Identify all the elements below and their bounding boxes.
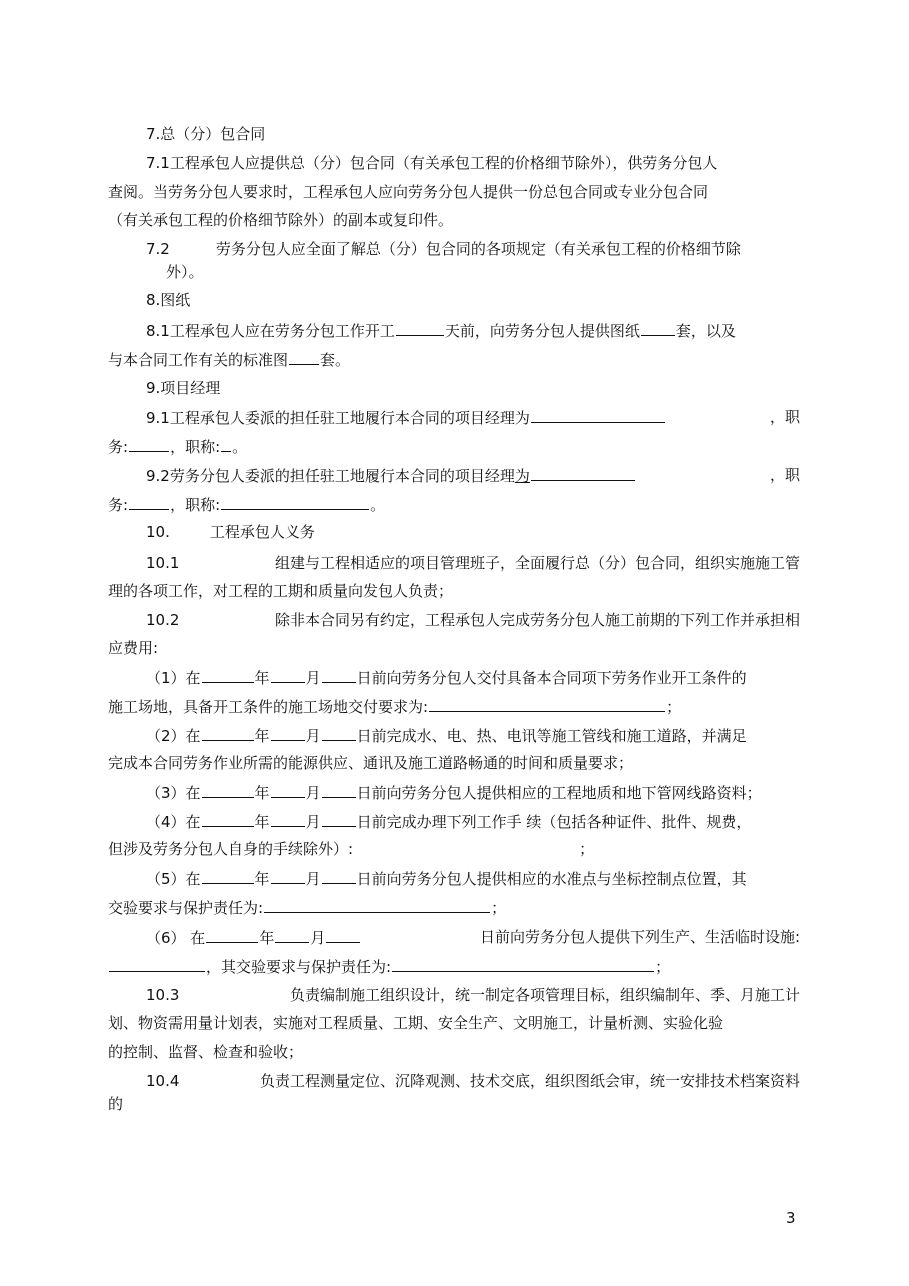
clause-7-2-line2: 外）。 xyxy=(166,263,204,281)
labor-manager-title-blank[interactable] xyxy=(221,494,369,510)
labor-manager-position-blank[interactable] xyxy=(129,494,169,510)
clause-7-1-line1: 7.1工程承包人应提供总（分）包合同（有关承包工程的价格细节除外），供劳务分包人 xyxy=(146,154,718,172)
section-8-heading: 8.图纸 xyxy=(146,291,191,309)
clause-10-4-line1: 10.4 负责工程测量定位、沉降观测、技术交底，组织图纸会审，统一安排技术档案资料 xyxy=(146,1072,800,1090)
item-5-line2: 交验要求与保护责任为: ； xyxy=(108,899,507,917)
item-3-month-blank[interactable] xyxy=(271,782,305,798)
section-9-heading: 9.项目经理 xyxy=(146,379,221,397)
clause-10-4-line2: 的 xyxy=(108,1095,124,1113)
section-7-heading: 7.总（分）包合同 xyxy=(146,125,266,143)
item-2-year-blank[interactable] xyxy=(202,725,254,741)
contractor-manager-position-blank[interactable] xyxy=(129,436,169,452)
item-6-line2: ，其交验要求与保护责任为: ； xyxy=(108,956,800,977)
clause-8-1-line1: 8.1工程承包人应在劳务分包工作开工 天前，向劳务分包人提供图纸 套，以及 xyxy=(146,322,736,340)
clause-10-1-line1: 10.1 组建与工程相适应的项目管理班子，全面履行总（分）包合同，组织实施施工管 xyxy=(146,554,800,572)
clause-10-3-line1: 10.3 负责编制施工组织设计，统一制定各项管理目标，组织编制年、季、月施工计 xyxy=(146,986,800,1004)
clause-7-2-number: 7.2 xyxy=(146,240,170,258)
item-1-month-blank[interactable] xyxy=(271,667,305,683)
contractor-manager-name-blank[interactable] xyxy=(531,407,665,423)
item-1-year-blank[interactable] xyxy=(202,667,254,683)
item-4-line2: 但涉及劳务分包人自身的手续除外）: ； xyxy=(108,840,595,858)
item-3-line1: （3）在 年 月 日前向劳务分包人提供相应的工程地质和地下管网线路资料； xyxy=(146,784,762,802)
clause-10-3-line3: 的控制、监督、检查和验收； xyxy=(108,1043,304,1061)
item-2-month-blank[interactable] xyxy=(271,725,305,741)
clause-7-1-line3: （有关承包工程的价格细节除外）的副本或复印件。 xyxy=(108,211,454,229)
contractor-manager-title-blank[interactable] xyxy=(221,436,231,452)
clause-10-1-line2: 理的各项工作，对工程的工期和质量向发包人负责； xyxy=(108,582,454,600)
clause-10-2-line2: 应费用: xyxy=(108,639,159,657)
clause-9-2-line1: 9.2劳务分包人委派的担任驻工地履行本合同的项目经理为 ，职 xyxy=(146,466,800,485)
item-6-requirements-blank[interactable] xyxy=(392,956,654,972)
item-6-line1: （6） 在 年 月 日前向劳务分包人提供下列生产、生活临时设施: xyxy=(146,928,800,947)
item-1-line2: 施工场地，具备开工条件的施工场地交付要求为: ； xyxy=(108,698,682,716)
item-4-line1: （4）在 年 月 日前完成办理下列工作手 续（包括各种证件、批件、规费， xyxy=(146,813,752,831)
clause-10-3-line2: 划、物资需用量计划表，实施对工程质量、工期、安全生产、文明施工，计量析测、实验化验 xyxy=(108,1014,724,1032)
item-5-month-blank[interactable] xyxy=(271,868,305,884)
page-number: 3 xyxy=(786,1209,796,1227)
item-1-requirements-blank[interactable] xyxy=(429,696,665,712)
labor-manager-name-blank[interactable] xyxy=(531,465,635,481)
item-1-line1: （1）在 年 月 日前向劳务分包人交付具备本合同项下劳务作业开工条件的 xyxy=(146,669,747,687)
item-5-day-blank[interactable] xyxy=(322,868,356,884)
item-5-line1: （5）在 年 月 日前向劳务分包人提供相应的水准点与坐标控制点位置，其 xyxy=(146,870,747,888)
item-3-day-blank[interactable] xyxy=(322,782,356,798)
days-blank[interactable] xyxy=(396,320,444,336)
item-2-line1: （2）在 年 月 日前完成水、电、热、电讯等施工管线和施工道路，并满足 xyxy=(146,727,747,745)
item-6-facilities-blank[interactable] xyxy=(109,956,205,972)
item-2-line2: 完成本合同劳务作业所需的能源供应、通讯及施工道路畅通的时间和质量要求； xyxy=(108,754,634,772)
clause-9-1-line1: 9.1工程承包人委派的担任驻工地履行本合同的项目经理为 ，职 xyxy=(146,408,800,427)
item-1-day-blank[interactable] xyxy=(322,667,356,683)
item-5-requirements-blank[interactable] xyxy=(264,897,490,913)
clause-7-2-line1 xyxy=(146,239,800,259)
section-10-heading: 10. 工程承包人义务 xyxy=(146,523,315,541)
item-3-year-blank[interactable] xyxy=(202,782,254,798)
item-5-year-blank[interactable] xyxy=(202,868,254,884)
item-6-month-blank[interactable] xyxy=(275,927,309,943)
standard-drawing-sets-blank[interactable] xyxy=(289,349,319,365)
item-2-day-blank[interactable] xyxy=(322,725,356,741)
item-6-year-blank[interactable] xyxy=(206,927,258,943)
clause-9-2-line2: 务: ，职称: 。 xyxy=(108,496,386,514)
clause-10-2-line1: 10.2 除非本合同另有约定，工程承包人完成劳务分包人施工前期的下列工作并承担相 xyxy=(146,611,800,629)
clause-8-1-line2: 与本合同工作有关的标准图 套。 xyxy=(108,351,351,369)
clause-7-1-line2: 查阅。当劳务分包人要求时，工程承包人应向劳务分包人提供一份总包合同或专业分包合同 xyxy=(108,183,709,201)
clause-7-2-text: 劳务分包人应全面了解总（分）包合同的各项规定（有关承包工程的价格细节除 xyxy=(215,240,741,258)
drawing-sets-blank[interactable] xyxy=(641,320,675,336)
item-6-day-blank[interactable] xyxy=(326,927,360,943)
item-4-month-blank[interactable] xyxy=(271,811,305,827)
item-4-day-blank[interactable] xyxy=(322,811,356,827)
item-4-year-blank[interactable] xyxy=(202,811,254,827)
clause-9-1-line2: 务: ，职称: 。 xyxy=(108,438,248,456)
